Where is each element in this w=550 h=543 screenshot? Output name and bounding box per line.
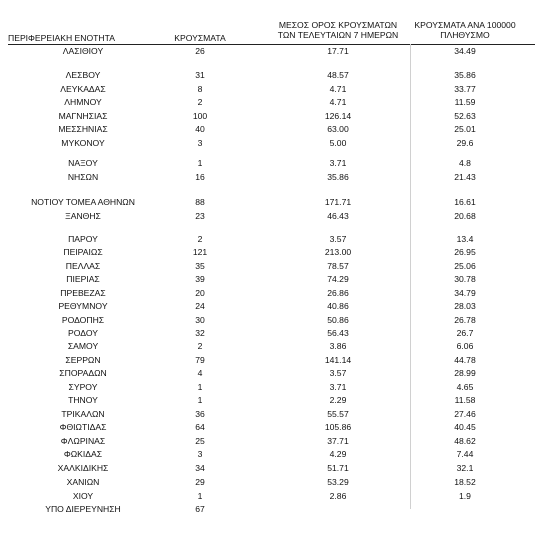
cell-region: ΣΠΟΡΑΔΩΝ xyxy=(59,368,107,378)
cell-7day-average: 63.00 xyxy=(327,124,349,134)
cell-region: ΛΗΜΝΟΥ xyxy=(64,97,102,107)
cell-cases: 1 xyxy=(197,491,203,501)
header-7day-average xyxy=(268,20,408,40)
table-row xyxy=(0,45,550,57)
cell-7day-average: 5.00 xyxy=(329,138,347,148)
cell-cases-per-100000: 20.68 xyxy=(454,211,476,221)
cell-cases-per-100000: 28.99 xyxy=(454,368,476,378)
cell-cases: 88 xyxy=(195,197,205,207)
cell-region: ΠΕΛΛΑΣ xyxy=(65,261,101,271)
table-row xyxy=(0,96,550,108)
cell-cases-per-100000: 18.52 xyxy=(454,477,476,487)
cell-7day-average: 3.71 xyxy=(329,382,347,392)
table-row xyxy=(0,462,550,474)
cell-cases-per-100000: 6.06 xyxy=(456,341,474,351)
cell-cases: 1 xyxy=(197,158,203,168)
header-cases-per-100000-line1: ΚΡΟΥΣΜΑΤΑ ΑΝΑ 100000 xyxy=(414,20,516,30)
cell-7day-average: 2.86 xyxy=(329,491,347,501)
cell-7day-average: 35.86 xyxy=(327,172,349,182)
cell-cases-per-100000: 40.45 xyxy=(454,422,476,432)
cell-cases: 4 xyxy=(197,368,203,378)
table-row xyxy=(0,327,550,339)
table-row xyxy=(0,273,550,285)
cell-7day-average: 141.14 xyxy=(324,355,352,365)
header-7day-average-line1: ΜΕΣΟΣ ΟΡΟΣ ΚΡΟΥΣΜΑΤΩΝ xyxy=(278,20,398,30)
table-row xyxy=(0,123,550,135)
cell-cases-per-100000: 4.65 xyxy=(456,382,474,392)
cell-region: ΝΟΤΙΟΥ ΤΟΜΕΑ ΑΘΗΝΩΝ xyxy=(31,197,135,207)
cell-region: ΦΘΙΩΤΙΔΑΣ xyxy=(59,422,107,432)
table-row xyxy=(0,490,550,502)
cell-region: ΦΩΚΙΔΑΣ xyxy=(63,449,103,459)
table-row xyxy=(0,246,550,258)
cell-region: ΡΕΘΥΜΝΟΥ xyxy=(58,301,108,311)
cell-region: ΠΙΕΡΙΑΣ xyxy=(66,274,100,284)
cell-cases: 31 xyxy=(195,70,205,80)
cell-region: ΤΗΝΟΥ xyxy=(68,395,98,405)
cell-region: ΦΛΩΡΙΝΑΣ xyxy=(60,436,106,446)
table-row xyxy=(0,260,550,272)
cell-cases-per-100000: 16.61 xyxy=(454,197,476,207)
table-row xyxy=(0,110,550,122)
cell-cases: 3 xyxy=(197,138,203,148)
cell-cases: 36 xyxy=(195,409,205,419)
cell-region: ΥΠΟ ΔΙΕΡΕΥΝΗΣΗ xyxy=(45,504,121,514)
cell-7day-average: 126.14 xyxy=(324,111,352,121)
cell-7day-average: 40.86 xyxy=(327,301,349,311)
header-region: ΠΕΡΙΦΕΡΕΙΑΚΗ ΕΝΟΤΗΤΑ xyxy=(8,33,115,43)
table-row xyxy=(0,421,550,433)
cell-7day-average: 4.71 xyxy=(329,97,347,107)
cell-cases-per-100000: 35.86 xyxy=(454,70,476,80)
table-row xyxy=(0,196,550,208)
table-row xyxy=(0,394,550,406)
cell-cases: 39 xyxy=(195,274,205,284)
cell-7day-average: 26.86 xyxy=(327,288,349,298)
cell-cases-per-100000: 25.01 xyxy=(454,124,476,134)
cell-cases-per-100000: 32.1 xyxy=(456,463,474,473)
cell-7day-average: 55.57 xyxy=(327,409,349,419)
cell-7day-average: 74.29 xyxy=(327,274,349,284)
cell-7day-average: 3.86 xyxy=(329,341,347,351)
cell-region: ΝΗΣΩΝ xyxy=(67,172,99,182)
cell-cases-per-100000: 7.44 xyxy=(456,449,474,459)
cell-region: ΠΑΡΟΥ xyxy=(68,234,98,244)
cell-cases-per-100000: 33.77 xyxy=(454,84,476,94)
cell-cases: 2 xyxy=(197,234,203,244)
cell-7day-average: 56.43 xyxy=(327,328,349,338)
cell-cases: 64 xyxy=(195,422,205,432)
cell-region: ΧΑΝΙΩΝ xyxy=(66,477,100,487)
cell-region: ΠΡΕΒΕΖΑΣ xyxy=(60,288,106,298)
cell-cases: 32 xyxy=(195,328,205,338)
table-row xyxy=(0,503,550,515)
cell-cases: 26 xyxy=(195,46,205,56)
cell-cases: 100 xyxy=(192,111,208,121)
cell-region: ΠΕΙΡΑΙΩΣ xyxy=(63,247,103,257)
cell-region: ΣΑΜΟΥ xyxy=(67,341,99,351)
cell-region: ΣΥΡΟΥ xyxy=(68,382,98,392)
cell-cases-per-100000: 48.62 xyxy=(454,436,476,446)
cell-cases: 79 xyxy=(195,355,205,365)
cell-region: ΤΡΙΚΑΛΩΝ xyxy=(61,409,105,419)
cell-cases: 121 xyxy=(192,247,208,257)
cell-7day-average: 3.71 xyxy=(329,158,347,168)
cell-cases-per-100000: 52.63 xyxy=(454,111,476,121)
table-row xyxy=(0,314,550,326)
cell-7day-average: 4.71 xyxy=(329,84,347,94)
table-row xyxy=(0,408,550,420)
cell-7day-average: 3.57 xyxy=(329,234,347,244)
cell-cases-per-100000: 27.46 xyxy=(454,409,476,419)
cell-region: ΛΑΣΙΘΙΟΥ xyxy=(62,46,104,56)
cell-cases-per-100000: 44.78 xyxy=(454,355,476,365)
table-row xyxy=(0,340,550,352)
cell-cases-per-100000: 4.8 xyxy=(459,158,471,168)
cell-7day-average: 105.86 xyxy=(324,422,352,432)
table-row xyxy=(0,233,550,245)
table-row xyxy=(0,287,550,299)
cell-cases: 2 xyxy=(197,341,203,351)
cell-7day-average: 46.43 xyxy=(327,211,349,221)
cell-region: ΡΟΔΟΠΗΣ xyxy=(61,315,105,325)
cell-cases-per-100000: 1.9 xyxy=(459,491,471,501)
cell-cases: 25 xyxy=(195,436,205,446)
cell-region: ΜΑΓΝΗΣΙΑΣ xyxy=(58,111,108,121)
cell-cases: 20 xyxy=(195,288,205,298)
cell-cases: 35 xyxy=(195,261,205,271)
cell-7day-average: 213.00 xyxy=(324,247,352,257)
cell-cases: 8 xyxy=(197,84,203,94)
cell-cases: 24 xyxy=(195,301,205,311)
cell-region: ΛΕΣΒΟΥ xyxy=(65,70,101,80)
cell-cases: 2 xyxy=(197,97,203,107)
cell-cases-per-100000: 26.95 xyxy=(454,247,476,257)
table-row xyxy=(0,157,550,169)
cell-cases-per-100000: 29.6 xyxy=(456,138,474,148)
cell-region: ΝΑΞΟΥ xyxy=(68,158,98,168)
cell-cases-per-100000: 11.58 xyxy=(454,395,476,405)
cell-7day-average: 48.57 xyxy=(327,70,349,80)
table-row xyxy=(0,69,550,81)
cell-7day-average: 51.71 xyxy=(327,463,349,473)
cell-7day-average: 3.57 xyxy=(329,368,347,378)
table-row xyxy=(0,83,550,95)
cell-region: ΛΕΥΚΑΔΑΣ xyxy=(60,84,106,94)
table-row xyxy=(0,435,550,447)
cell-cases-per-100000: 25.06 xyxy=(454,261,476,271)
cell-region: ΣΕΡΡΩΝ xyxy=(65,355,101,365)
table-row xyxy=(0,210,550,222)
cell-7day-average: 171.71 xyxy=(324,197,352,207)
cell-7day-average: 17.71 xyxy=(327,46,349,56)
cell-cases: 29 xyxy=(195,477,205,487)
cell-7day-average: 50.86 xyxy=(327,315,349,325)
table-row xyxy=(0,137,550,149)
header-cases-per-100000-line2: ΠΛΗΘΥΣΜΟ xyxy=(440,30,490,40)
cell-cases: 23 xyxy=(195,211,205,221)
cell-cases-per-100000: 26.78 xyxy=(454,315,476,325)
table-row xyxy=(0,476,550,488)
cell-cases-per-100000: 30.78 xyxy=(454,274,476,284)
cell-cases-per-100000: 34.79 xyxy=(454,288,476,298)
cell-region: ΞΑΝΘΗΣ xyxy=(65,211,101,221)
cell-region: ΧΙΟΥ xyxy=(72,491,94,501)
cell-cases: 40 xyxy=(195,124,205,134)
header-cases-per-100000 xyxy=(395,20,535,40)
cell-cases-per-100000: 28.03 xyxy=(454,301,476,311)
cell-cases-per-100000: 11.59 xyxy=(454,97,476,107)
cell-region: ΧΑΛΚΙΔΙΚΗΣ xyxy=(57,463,109,473)
table-row xyxy=(0,367,550,379)
cell-7day-average: 37.71 xyxy=(327,436,349,446)
cell-cases-per-100000: 21.43 xyxy=(454,172,476,182)
table-row xyxy=(0,448,550,460)
table-row xyxy=(0,381,550,393)
cell-cases-per-100000: 34.49 xyxy=(454,46,476,56)
cell-7day-average: 2.29 xyxy=(329,395,347,405)
cell-7day-average: 53.29 xyxy=(327,477,349,487)
cell-cases: 34 xyxy=(195,463,205,473)
cell-cases: 16 xyxy=(195,172,205,182)
table-row xyxy=(0,171,550,183)
cell-7day-average: 78.57 xyxy=(327,261,349,271)
cell-region: ΡΟΔΟΥ xyxy=(68,328,98,338)
cell-cases-per-100000: 13.4 xyxy=(456,234,474,244)
cell-cases: 67 xyxy=(195,504,205,514)
cell-cases: 1 xyxy=(197,382,203,392)
cell-7day-average: 4.29 xyxy=(329,449,347,459)
cell-cases: 30 xyxy=(195,315,205,325)
cell-cases: 1 xyxy=(197,395,203,405)
header-cases: ΚΡΟΥΣΜΑΤΑ xyxy=(174,33,226,43)
cell-cases-per-100000: 26.7 xyxy=(456,328,474,338)
cell-region: ΜΥΚΟΝΟΥ xyxy=(61,138,105,148)
table-row xyxy=(0,354,550,366)
header-7day-average-line2: ΤΩΝ ΤΕΛΕΥΤΑΙΩΝ 7 ΗΜΕΡΩΝ xyxy=(277,30,399,40)
cell-region: ΜΕΣΣΗΝΙΑΣ xyxy=(58,124,108,134)
table-row xyxy=(0,300,550,312)
cell-cases: 3 xyxy=(197,449,203,459)
